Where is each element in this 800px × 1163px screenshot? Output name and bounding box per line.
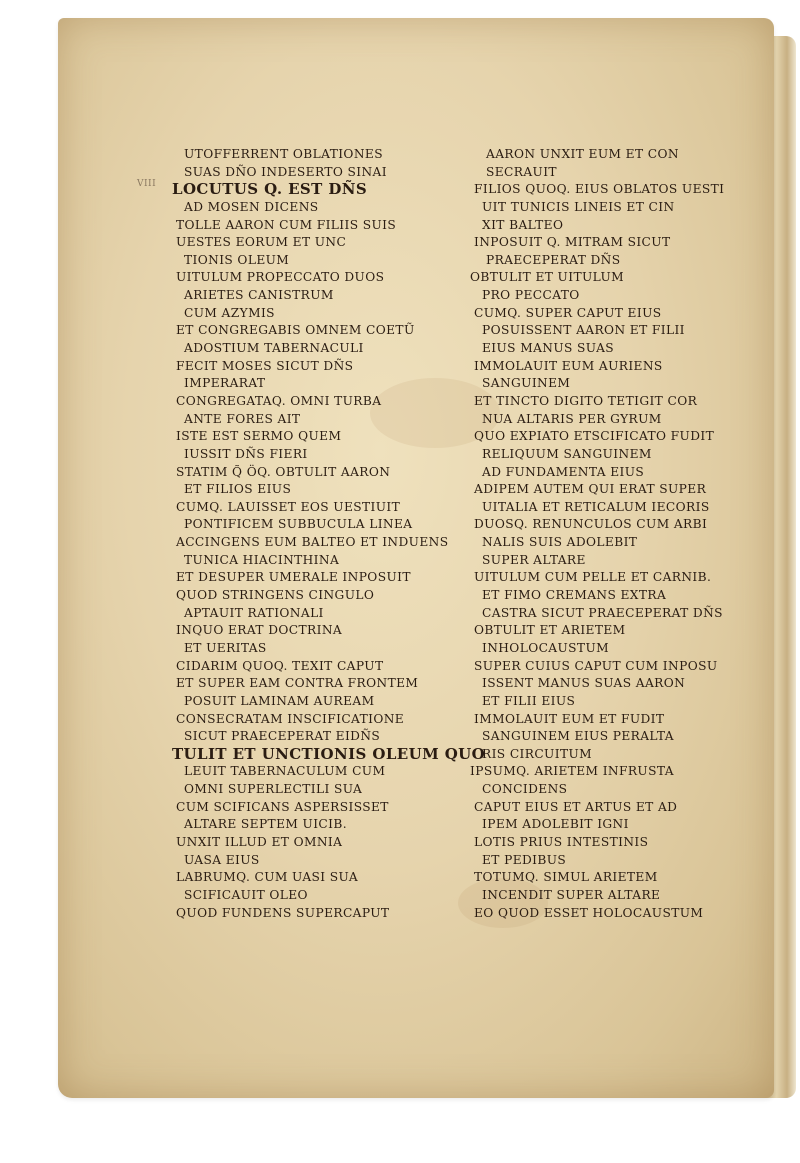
manuscript-line: POSUISSENT AARON ET FILII <box>482 323 685 338</box>
manuscript-line: ET PEDIBUS <box>482 852 567 867</box>
manuscript-line: PONTIFICEM SUBBUCULA LINEA <box>184 517 413 532</box>
manuscript-line: ET FILII EIUS <box>482 693 576 708</box>
manuscript-line: EO QUOD ESSET HOLOCAUSTUM <box>474 905 704 920</box>
manuscript-line: ET TINCTO DIGITO TETIGIT COR <box>474 393 698 408</box>
manuscript-line: INHOLOCAUSTUM <box>482 640 610 655</box>
manuscript-line: SUPER ALTARE <box>482 552 586 567</box>
manuscript-line: CAPUT EIUS ET ARTUS ET AD <box>474 799 678 814</box>
manuscript-line: ARIETES CANISTRUM <box>184 288 334 303</box>
manuscript-line: ET FILIOS EIUS <box>184 482 292 497</box>
manuscript-line: QUOD STRINGENS CINGULO <box>176 588 375 603</box>
manuscript-line: NALIS SUIS ADOLEBIT <box>482 535 638 550</box>
manuscript-line: SCIFICAUIT OLEO <box>184 887 308 902</box>
manuscript-line: IMMOLAUIT EUM ET FUDIT <box>474 711 665 726</box>
manuscript-line: ANTE FORES AIT <box>184 411 301 426</box>
manuscript-line: PRO PECCATO <box>482 288 580 303</box>
margin-numeral: VIII <box>137 179 157 189</box>
manuscript-line: ALTARE SEPTEM UICIB. <box>184 817 347 832</box>
manuscript-line: RELIQUUM SANGUINEM <box>482 446 652 461</box>
manuscript-line: IPEM ADOLEBIT IGNI <box>482 817 629 832</box>
manuscript-line: SUAS DÑO INDESERTO SINAI <box>184 164 387 179</box>
manuscript-line: APTAUIT RATIONALI <box>184 605 324 620</box>
manuscript-line: ISSENT MANUS SUAS AARON <box>482 676 686 691</box>
manuscript-line: CUMQ. SUPER CAPUT EIUS <box>474 305 662 320</box>
manuscript-line: AARON UNXIT EUM ET CON <box>486 147 679 161</box>
manuscript-line: PRAECEPERAT DÑS <box>486 252 621 267</box>
manuscript-line: TOLLE AARON CUM FILIIS SUIS <box>176 217 397 232</box>
manuscript-line: SANGUINEM <box>482 376 571 391</box>
manuscript-line: AD FUNDAMENTA EIUS <box>482 464 645 479</box>
manuscript-line: CUM AZYMIS <box>184 305 275 320</box>
manuscript-line: TIONIS OLEUM <box>184 252 290 267</box>
manuscript-line: UASA EIUS <box>184 852 260 867</box>
manuscript-line: QUOD FUNDENS SUPERCAPUT <box>176 905 390 920</box>
manuscript-line: ET CONGREGABIS OMNEM COETŨ <box>176 323 415 338</box>
manuscript-line: UITULUM PROPECCATO DUOS <box>176 270 385 285</box>
manuscript-line: OBTULIT ET UITULUM <box>470 270 625 285</box>
manuscript-line: CONSECRATAM INSCIFICATIONE <box>176 711 405 726</box>
manuscript-line: ET DESUPER UMERALE INPOSUIT <box>176 570 411 585</box>
manuscript-line: LOCUTUS Q. EST DÑS <box>172 180 368 199</box>
manuscript-line: SECRAUIT <box>486 164 557 179</box>
manuscript-line: CIDARIM QUOQ. TEXIT CAPUT <box>176 658 384 673</box>
manuscript-line: INPOSUIT Q. MITRAM SICUT <box>474 235 671 250</box>
manuscript-line: TULIT ET UNCTIONIS OLEUM QUO <box>172 744 486 763</box>
manuscript-line: CONCIDENS <box>482 782 568 797</box>
manuscript-line: SUPER CUIUS CAPUT CUM INPOSU <box>474 658 718 673</box>
manuscript-line: TOTUMQ. SIMUL ARIETEM <box>474 870 658 885</box>
manuscript-line: TUNICA HIACINTHINA <box>184 552 340 567</box>
manuscript-line: NUA ALTARIS PER GYRUM <box>482 411 662 426</box>
manuscript-line: STATIM Q̃ ÖQ. OBTULIT AARON <box>176 464 391 479</box>
manuscript-line: CUMQ. LAUISSET EOS UESTIUIT <box>176 499 401 514</box>
manuscript-line: DUOSQ. RENUNCULOS CUM ARBI <box>474 517 708 532</box>
manuscript-line: FILIOS QUOQ. EIUS OBLATOS UESTI <box>474 182 725 197</box>
manuscript-line: ET SUPER EAM CONTRA FRONTEM <box>176 676 419 691</box>
manuscript-line: CASTRA SICUT PRAECEPERAT DÑS <box>482 605 723 620</box>
manuscript-line: UNXIT ILLUD ET OMNIA <box>176 834 343 849</box>
manuscript-line: AD MOSEN DICENS <box>184 199 319 214</box>
manuscript-line: UESTES EORUM ET UNC <box>176 235 347 250</box>
manuscript-line: IUSSIT DÑS FIERI <box>184 446 308 461</box>
manuscript-line: ET FIMO CREMANS EXTRA <box>482 588 667 603</box>
manuscript-line: INQUO ERAT DOCTRINA <box>176 623 343 638</box>
manuscript-line: UITULUM CUM PELLE ET CARNIB. <box>474 570 712 585</box>
manuscript-line: EIUS MANUS SUAS <box>482 341 615 356</box>
manuscript-line: OMNI SUPERLECTILI SUA <box>184 782 363 797</box>
manuscript-line: ISTE EST SERMO QUEM <box>176 429 342 444</box>
manuscript-line: ADIPEM AUTEM QUI ERAT SUPER <box>474 482 707 497</box>
manuscript-line: XIT BALTEO <box>482 217 564 232</box>
manuscript-line: IMMOLAUIT EUM AURIENS <box>474 358 663 373</box>
manuscript-line: CUM SCIFICANS ASPERSISSET <box>176 799 389 814</box>
manuscript-line: CONGREGATAQ. OMNI TURBA <box>176 393 382 408</box>
manuscript-line: LOTIS PRIUS INTESTINIS <box>474 834 649 849</box>
manuscript-line: SANGUINEM EIUS PERALTA <box>482 729 674 744</box>
text-column-right <box>466 146 762 922</box>
manuscript-line: ACCINGENS EUM BALTEO ET INDUENS <box>176 535 449 550</box>
manuscript-line: QUO EXPIATO ETSCIFICATO FUDIT <box>474 429 715 444</box>
manuscript-line: UITALIA ET RETICALUM IECORIS <box>482 499 710 514</box>
manuscript-line: OBTULIT ET ARIETEM <box>474 623 626 638</box>
manuscript-line: LEUIT TABERNACULUM CUM <box>184 764 386 779</box>
manuscript-line: UTOFFERRENT OBLATIONES <box>184 147 383 161</box>
manuscript-line: IMPERARAT <box>184 376 266 391</box>
text-column-left <box>168 146 486 922</box>
manuscript-line: SICUT PRAECEPERAT EIDÑS <box>184 729 381 744</box>
manuscript-line: IPSUMQ. ARIETEM INFRUSTA <box>470 764 674 779</box>
manuscript-line: FECIT MOSES SICUT DÑS <box>176 358 354 373</box>
manuscript-line: ET UERITAS <box>184 640 267 655</box>
manuscript-line: POSUIT LAMINAM AUREAM <box>184 693 375 708</box>
manuscript-line: INCENDIT SUPER ALTARE <box>482 887 661 902</box>
manuscript-line: UIT TUNICIS LINEIS ET CIN <box>482 199 675 214</box>
manuscript-line: LABRUMQ. CUM UASI SUA <box>176 870 359 885</box>
manuscript-line: ADOSTIUM TABERNACULI <box>184 341 364 356</box>
manuscript-line: RIS CIRCUITUM <box>482 746 593 761</box>
